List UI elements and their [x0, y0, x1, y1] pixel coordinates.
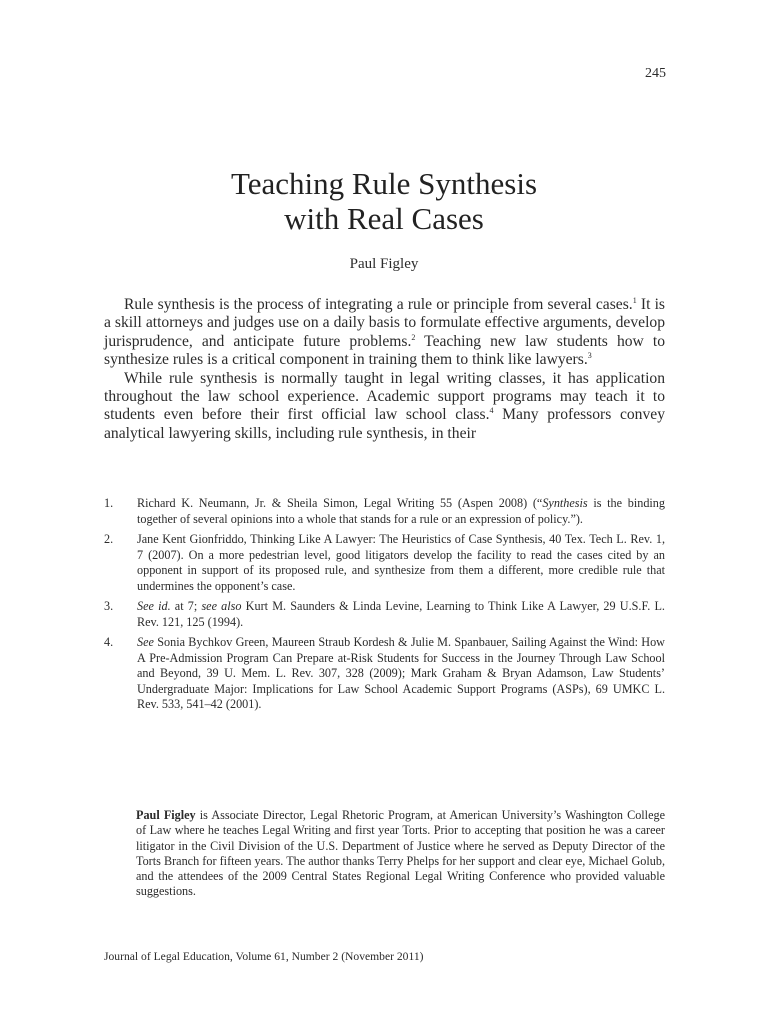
footnote-number: 3.	[104, 599, 114, 613]
title-line-2: with Real Cases	[284, 201, 484, 236]
footnote-italic: see also	[201, 599, 242, 613]
footnote-text-part: Kurt M. Saunders & Linda Levine, Learning to Think Like A Lawyer, 29 U.S.F. L. Rev. 121, 125 (1994).	[137, 599, 665, 629]
title-line-1: Teaching Rule Synthesis	[230, 166, 538, 201]
paragraph-1	[104, 296, 665, 370]
footnotes	[104, 496, 665, 718]
footnote-3	[104, 599, 665, 630]
footnote-4	[104, 635, 665, 713]
footnote-ref-4: 4	[489, 406, 494, 416]
footnote-1	[104, 496, 665, 527]
p2-text: While rule synthesis is normally taught in legal writing classes, it has application throughout the law school experience. Academic support programs may teach it to students even before their first official law school class.	[104, 369, 665, 424]
footnote-text-part: Richard K. Neumann, Jr. & Sheila Simon, Legal Writing 55 (Aspen 2008) (“	[137, 496, 543, 510]
article-title	[0, 166, 768, 236]
author-name: Paul Figley	[349, 256, 419, 272]
footnote-text	[137, 496, 665, 527]
bio-author-name: Paul Figley	[136, 808, 196, 822]
footnote-italic: Synthesis	[542, 496, 588, 510]
paragraph-2	[104, 370, 665, 444]
bio-text: is Associate Director, Legal Rhetoric Program, at American University’s Washington College of Law where he teaches Legal Writing and first year Torts. Prior to accepting that position he was a career litigator in the Civil Division of the U.S. Department of Justice where he served as Deputy Director of the Torts Branch for fifteen years. The author thanks Terry Phelps for her support and clear eye, Michael Golub, and the attendees of the 2009 Central States Regional Legal Writing Conference who provided valuable suggestions.	[136, 808, 665, 899]
footnote-text	[137, 635, 665, 713]
footnote-ref-3: 3	[587, 351, 592, 361]
p2-text-2: Many professors convey analytical lawyering skills, including rule synthesis, in their	[104, 406, 665, 442]
footnote-text	[137, 599, 665, 630]
footnote-2	[104, 532, 665, 594]
author-bio	[136, 808, 665, 900]
journal-citation: Journal of Legal Education, Volume 61, Number 2 (November 2011)	[104, 950, 424, 963]
footnote-text: Jane Kent Gionfriddo, Thinking Like A Lawyer: The Heuristics of Case Synthesis, 40 Tex. Tech L. Rev. 1, 7 (2007). On a more pedestrian level, good litigators develop the facility to read the cases cited by an opponent in support of its proposed rule, and synthesize from them a different, more credible rule that undermines the opponent’s case.	[137, 532, 665, 593]
footnote-ref-2: 2	[411, 332, 416, 342]
footnote-italic: See	[137, 635, 154, 649]
page-number: 245	[645, 66, 666, 81]
footnote-number: 1.	[104, 496, 114, 510]
footnote-text-part: at 7;	[170, 599, 202, 613]
body-text	[104, 296, 665, 443]
footnote-ref-1: 1	[632, 296, 637, 305]
p1-text-2: It is a skill attorneys and judges use on a daily basis to formulate effective arguments, develop jurisprudence, and anticipate future problems.	[104, 296, 665, 350]
footnote-number: 2.	[104, 532, 114, 546]
footnote-text-part: is the binding together of several opinions into a whole that stands for a rule or an expression of policy.”).	[137, 496, 665, 526]
p1-text-3: Teaching new law students how to synthesize rules is a critical component in training them to think like lawyers.	[104, 332, 665, 369]
footnote-italic: See id.	[137, 599, 171, 613]
footnote-number: 4.	[104, 635, 114, 649]
p1-text: Rule synthesis is the process of integrating a rule or principle from several cases.	[124, 296, 633, 313]
footnote-text-part: Sonia Bychkov Green, Maureen Straub Kordesh & Julie M. Spanbauer, Sailing Against the Wind: How A Pre-Admission Program Can Prepare at-Risk Students for Success in the Journey Through Law School and Beyond, 39 U. Mem. L. Rev. 307, 328 (2009); Mark Graham & Bryan Adamson, Law Students’ Undergraduate Major: Implications for Law School Academic Support Programs (ASPs), 69 UMKC L. Rev. 533, 541–42 (2001).	[137, 635, 665, 711]
